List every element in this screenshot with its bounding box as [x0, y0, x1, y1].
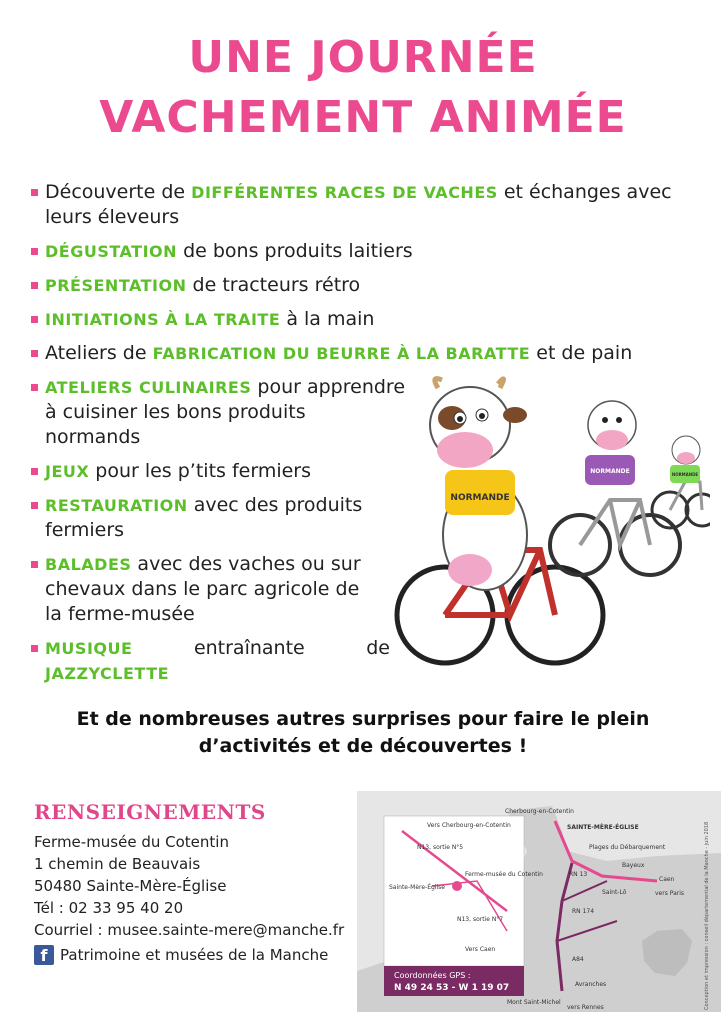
info-heading: RENSEIGNEMENTS — [34, 800, 266, 824]
location-map — [357, 791, 721, 1012]
inset-label: Ferme-musée du Cotentin — [465, 871, 543, 878]
place-label: vers Rennes — [567, 1004, 604, 1011]
info-line: Ferme-musée du Cotentin — [34, 833, 229, 851]
contact-info — [34, 831, 344, 966]
middle-cow — [585, 401, 636, 485]
place-label: RN 174 — [572, 908, 595, 915]
place-label: Mont Saint-Michel — [507, 999, 561, 1006]
highlight: DÉGUSTATION — [45, 242, 178, 261]
title-line-1: UNE JOURNÉE — [188, 32, 538, 83]
small-cow — [670, 436, 700, 483]
highlight: ATELIERS CULINAIRES — [45, 378, 252, 397]
inset-label: Vers Cherbourg-en-Cotentin — [427, 822, 511, 829]
phone: Tél : 02 33 95 40 20 — [34, 899, 184, 917]
place-label: SAINTE-MÈRE-ÉGLISE — [567, 824, 639, 831]
highlight: MUSIQUE — [45, 639, 133, 658]
list-item: MUSIQUE entraînante de JAZZYCLETTE — [30, 636, 700, 686]
info-line: 1 chemin de Beauvais — [34, 855, 201, 873]
inset-label: N13, sortie N°5 — [417, 844, 464, 851]
list-item: Ateliers de FABRICATION DU BEURRE À LA BARATTE et de pain — [30, 341, 700, 366]
facebook-row[interactable] — [34, 944, 344, 966]
highlight: INITIATIONS À LA TRAITE — [45, 310, 281, 329]
place-label: Cherbourg-en-Cotentin — [505, 808, 574, 815]
small-bicycle — [652, 480, 710, 528]
big-cow — [430, 379, 527, 590]
inset-label: Sainte-Mère-Église — [389, 884, 445, 891]
map-graphic — [357, 791, 721, 1012]
shirt-label: NORMANDE — [590, 468, 630, 475]
place-label: A84 — [572, 956, 584, 963]
list-item: DÉGUSTATION de bons produits laitiers — [30, 239, 700, 264]
list-item: Découverte de DIFFÉRENTES RACES DE VACHES et échanges avec leurs éleveurs — [30, 180, 700, 230]
place-label: Avranches — [575, 981, 607, 988]
inset-label: Vers Caen — [465, 946, 496, 953]
place-label: RN 13 — [569, 871, 588, 878]
list-item: BALADES avec des vaches ou sur chevaux dans le parc agricole de la ferme-musée — [30, 552, 375, 627]
highlight: RESTAURATION — [45, 496, 188, 515]
place-label: Bayeux — [622, 862, 645, 869]
gps-title: Coordonnées GPS : — [394, 971, 471, 980]
email[interactable]: Courriel : musee.sainte-mere@manche.fr — [34, 921, 345, 939]
highlight: PRÉSENTATION — [45, 276, 187, 295]
info-line: 50480 Sainte-Mère-Église — [34, 877, 227, 895]
place-label: vers Paris — [655, 890, 685, 897]
highlight: DIFFÉRENTES RACES DE VACHES — [191, 183, 498, 202]
place-label: Caen — [659, 876, 675, 883]
list-item: INITIATIONS À LA TRAITE à la main — [30, 307, 700, 332]
shirt-label: NORMANDE — [671, 472, 699, 477]
gps-value: N 49 24 53 - W 1 19 07 — [394, 983, 510, 993]
place-label: Saint-Lô — [602, 889, 627, 896]
place-label: Plages du Débarquement — [589, 844, 666, 851]
inset-label: N13, sortie N°7 — [457, 916, 504, 923]
list-item: RESTAURATION avec des produits fermiers — [30, 493, 375, 543]
list-item: PRÉSENTATION de tracteurs rétro — [30, 273, 700, 298]
title-line-2: VACHEMENT ANIMÉE — [99, 92, 627, 143]
cycling-cows-illustration — [390, 370, 710, 670]
facebook-icon: f — [34, 945, 54, 965]
highlight: JEUX — [45, 462, 90, 481]
list-item: ATELIERS CULINAIRES pour apprendre à cuisiner les bons produits normands — [30, 375, 405, 450]
bottom-message: Et de nombreuses autres surprises pour faire le plein d’activités et de découvertes ! — [76, 708, 650, 757]
credit-text: Conception et impression : conseil départemental de la Manche - juin 2018 — [704, 821, 710, 1010]
list-item: JEUX pour les p’tits fermiers — [30, 459, 405, 484]
highlight: BALADES — [45, 555, 132, 574]
shirt-label: NORMANDE — [450, 493, 510, 503]
highlight: FABRICATION DU BEURRE À LA BARATTE — [152, 344, 531, 363]
middle-bicycle — [550, 500, 680, 575]
highlight: JAZZYCLETTE — [45, 664, 170, 683]
facebook-label: Patrimoine et musées de la Manche — [60, 946, 329, 964]
